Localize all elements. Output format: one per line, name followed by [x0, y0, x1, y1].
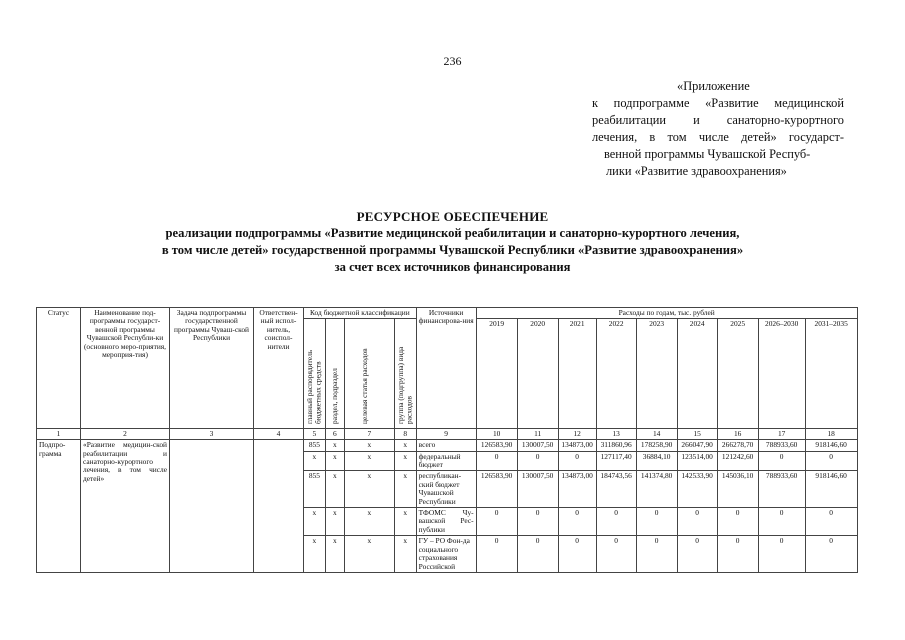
col-number: 6 [325, 428, 344, 439]
header-code-col: группа (подгруппа) вида расходов [394, 319, 416, 428]
value-cell: 0 [558, 451, 596, 471]
header-year: 2026–2030 [758, 319, 805, 428]
value-cell: 123514,00 [677, 451, 717, 471]
value-cell: 0 [596, 508, 636, 536]
code-cell: х [344, 508, 394, 536]
value-cell: 918146,60 [805, 471, 857, 508]
header-year: 2024 [677, 319, 717, 428]
col-number: 18 [805, 428, 857, 439]
value-cell: 0 [558, 536, 596, 573]
value-cell: 134873,00 [558, 471, 596, 508]
value-cell: 134873,00 [558, 440, 596, 451]
header-year: 2025 [717, 319, 758, 428]
col-number: 15 [677, 428, 717, 439]
code-cell: х [394, 451, 416, 471]
value-cell: 0 [805, 508, 857, 536]
value-cell: 141374,80 [636, 471, 677, 508]
responsible-cell [254, 440, 304, 573]
code-cell: х [344, 536, 394, 573]
value-cell: 0 [805, 536, 857, 573]
value-cell: 0 [476, 451, 517, 471]
value-cell: 788933,60 [758, 440, 805, 451]
value-cell: 0 [758, 451, 805, 471]
value-cell: 127117,40 [596, 451, 636, 471]
subprogram-name-cell: «Развитие медицин-ской реабилитации и санаторно-курортного лечения, в том числе детей» [81, 440, 170, 573]
value-cell: 126583,90 [476, 471, 517, 508]
code-cell: х [394, 440, 416, 451]
header-year: 2021 [558, 319, 596, 428]
col-number: 8 [394, 428, 416, 439]
header-year: 2022 [596, 319, 636, 428]
code-cell: х [344, 440, 394, 451]
code-cell: х [304, 508, 326, 536]
header-year: 2019 [476, 319, 517, 428]
source-cell: ТФОМС Чу-вашской Рес-публики [416, 508, 476, 536]
code-cell: 855 [304, 440, 326, 451]
value-cell: 0 [517, 536, 558, 573]
title-line: за счет всех источников финансирования [334, 260, 571, 274]
code-cell: х [304, 451, 326, 471]
value-cell: 121242,60 [717, 451, 758, 471]
code-cell: х [325, 451, 344, 471]
appendix-line: венной программы Чувашской Респуб- [604, 147, 811, 161]
col-number: 3 [170, 428, 254, 439]
title-line: реализации подпрограммы «Развитие медицинской реабилитации и санаторно-курортного лечения, [165, 226, 740, 240]
code-cell: х [394, 508, 416, 536]
value-cell: 0 [636, 536, 677, 573]
value-cell: 0 [596, 536, 636, 573]
code-cell: х [304, 536, 326, 573]
header-year: 2031–2035 [805, 319, 857, 428]
code-cell: х [325, 536, 344, 573]
header-status: Статус [37, 308, 81, 429]
table-row [37, 440, 858, 451]
value-cell: 184743,56 [596, 471, 636, 508]
value-cell: 0 [476, 536, 517, 573]
value-cell: 0 [717, 508, 758, 536]
resource-table [36, 307, 858, 573]
col-number: 7 [344, 428, 394, 439]
title-main: РЕСУРСНОЕ ОБЕСПЕЧЕНИЕ [356, 209, 549, 224]
appendix-line: лечения, в том числе детей» государст- [592, 130, 844, 144]
appendix-line: лики «Развитие здравоохранения» [606, 164, 787, 178]
col-number: 4 [254, 428, 304, 439]
value-cell: 788933,60 [758, 471, 805, 508]
code-cell: х [394, 471, 416, 508]
col-number: 17 [758, 428, 805, 439]
column-number-row [37, 428, 858, 439]
appendix-note [592, 78, 844, 180]
value-cell: 0 [805, 451, 857, 471]
value-cell: 0 [758, 508, 805, 536]
value-cell: 0 [717, 536, 758, 573]
code-cell: х [325, 471, 344, 508]
header-year: 2020 [517, 319, 558, 428]
document-title [0, 208, 905, 276]
code-cell: х [394, 536, 416, 573]
value-cell: 36884,10 [636, 451, 677, 471]
value-cell: 266278,70 [717, 440, 758, 451]
code-cell: х [325, 440, 344, 451]
value-cell: 130007,50 [517, 471, 558, 508]
value-cell: 0 [758, 536, 805, 573]
source-cell: федеральный бюджет [416, 451, 476, 471]
page-number: 236 [443, 54, 462, 68]
col-number: 5 [304, 428, 326, 439]
value-cell: 0 [677, 536, 717, 573]
source-cell: всего [416, 440, 476, 451]
col-number: 16 [717, 428, 758, 439]
status-cell: Подпро-грамма [37, 440, 81, 573]
appendix-line: «Приложение [677, 79, 750, 93]
value-cell: 0 [517, 451, 558, 471]
header-task: Задача подпрограммы государственной программы Чуваш-ской Республики [170, 308, 254, 429]
title-line: в том числе детей» государственной программы Чувашской Республики «Развитие здравоохранения» [161, 243, 744, 257]
value-cell: 266047,90 [677, 440, 717, 451]
col-number: 11 [517, 428, 558, 439]
header-code-col: целевая статья расходов [344, 319, 394, 428]
source-cell: ГУ – РО Фон-да социального страхования Российской [416, 536, 476, 573]
value-cell: 130007,50 [517, 440, 558, 451]
value-cell: 145036,10 [717, 471, 758, 508]
col-number: 1 [37, 428, 81, 439]
code-cell: х [344, 471, 394, 508]
source-cell: республикан-ский бюджет Чувашской Республики [416, 471, 476, 508]
header-source: Источники финансирова-ния [416, 308, 476, 429]
code-cell: х [344, 451, 394, 471]
value-cell: 0 [677, 508, 717, 536]
col-number: 9 [416, 428, 476, 439]
header-name: Наименование под-программы государст-венной программы Чувашской Республи-ки (основного меро-приятия, мероприя-тия) [81, 308, 170, 429]
col-number: 10 [476, 428, 517, 439]
header-year: 2023 [636, 319, 677, 428]
header-budget-code: Код бюджетной классификации [304, 308, 417, 319]
value-cell: 142533,90 [677, 471, 717, 508]
value-cell: 126583,90 [476, 440, 517, 451]
task-cell [170, 440, 254, 573]
value-cell: 178258,90 [636, 440, 677, 451]
header-code-col: раздел, подраздел [325, 319, 344, 428]
code-cell: х [325, 508, 344, 536]
value-cell: 0 [636, 508, 677, 536]
col-number: 12 [558, 428, 596, 439]
value-cell: 918146,60 [805, 440, 857, 451]
code-cell: 855 [304, 471, 326, 508]
value-cell: 311860,96 [596, 440, 636, 451]
header-code-col: главный распорядитель бюджетных средств [304, 319, 326, 428]
appendix-line: к подпрограмме «Развитие медицинской [592, 96, 844, 110]
header-expenses: Расходы по годам, тыс. рублей [476, 308, 857, 319]
col-number: 14 [636, 428, 677, 439]
value-cell: 0 [476, 508, 517, 536]
col-number: 2 [81, 428, 170, 439]
col-number: 13 [596, 428, 636, 439]
value-cell: 0 [558, 508, 596, 536]
header-responsible: Ответствен-ный испол-нитель, соиспол-нители [254, 308, 304, 429]
appendix-line: реабилитации и санаторно-курортного [592, 113, 844, 127]
value-cell: 0 [517, 508, 558, 536]
